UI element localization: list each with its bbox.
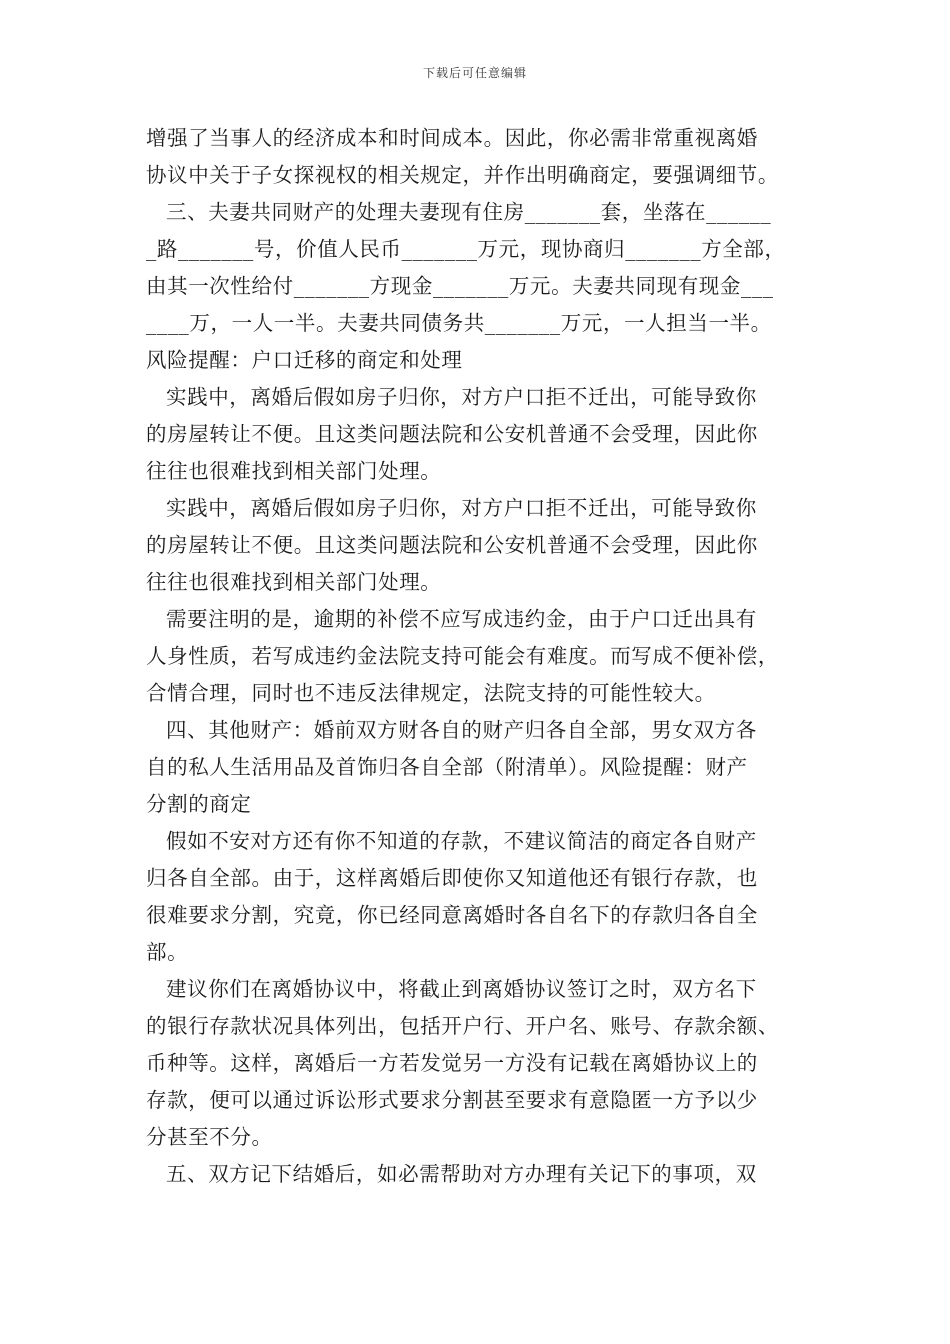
text-line: 协议中关于子女探视权的相关规定，并作出明确商定，要强调细节。	[146, 163, 779, 187]
text-line: 往往也很难找到相关部门处理。	[146, 570, 442, 594]
text-line: 假如不安对方还有你不知道的存款，不建议简洁的商定各自财产	[166, 829, 757, 853]
text-line: 很难要求分割，究竟，你已经同意离婚时各自名下的存款归各自全	[146, 903, 758, 927]
text-line: 增强了当事人的经济成本和时间成本。因此，你必需非常重视离婚	[146, 126, 758, 150]
text-line: 自的私人生活用品及首饰归各自全部（附清单）。风险提醒：财产	[146, 755, 748, 779]
text-line: 合情合理，同时也不违反法律规定，法院支持的可能性较大。	[146, 681, 716, 705]
text-line: 部。	[146, 940, 189, 964]
text-line: 人身性质，若写成违约金法院支持可能会有难度。而写成不便补偿，	[146, 644, 779, 668]
text-line: 分割的商定	[146, 792, 252, 816]
text-line: 的房屋转让不便。且这类问题法院和公安机普通不会受理，因此你	[146, 533, 758, 557]
text-line: 四、其他财产：婚前双方财各自的财产归各自全部，男女双方各	[166, 718, 757, 742]
text-line: 的银行存款状况具体列出，包括开户行、开户名、账号、存款余额、	[146, 1014, 779, 1038]
text-line: 币种等。这样，离婚后一方若发觉另一方没有记载在离婚协议上的	[146, 1051, 758, 1075]
text-line: 建议你们在离婚协议中，将截止到离婚协议签订之时，双方名下	[166, 977, 757, 1001]
text-line: 归各自全部。由于，这样离婚后即使你又知道他还有银行存款，也	[146, 866, 758, 890]
text-line: 风险提醒：户口迁移的商定和处理	[146, 348, 463, 372]
text-line: 三、夫妻共同财产的处理夫妻现有住房_______套，坐落在______	[166, 200, 772, 224]
text-line: 五、双方记下结婚后，如必需帮助对方办理有关记下的事项，双	[166, 1162, 757, 1186]
text-line: 需要注明的是，逾期的补偿不应写成违约金，由于户口迁出具有	[166, 607, 757, 631]
text-line: 往往也很难找到相关部门处理。	[146, 459, 442, 483]
text-line: 由其一次性给付_______方现金_______万元。夫妻共同现有现金___	[146, 274, 774, 298]
text-line: 的房屋转让不便。且这类问题法院和公安机普通不会受理，因此你	[146, 422, 758, 446]
text-line: 分甚至不分。	[146, 1125, 273, 1149]
text-line: _路_______号，价值人民币_______万元，现协商归_______方全部，	[146, 237, 786, 261]
header-note: 下载后可任意编辑	[422, 66, 527, 80]
text-line: 实践中，离婚后假如房子归你，对方户口拒不迁出，可能导致你	[166, 496, 757, 520]
text-line: ____万，一人一半。夫妻共同债务共_______万元，一人担当一半。	[146, 311, 772, 335]
text-line: 实践中，离婚后假如房子归你，对方户口拒不迁出，可能导致你	[166, 385, 757, 409]
text-line: 存款，便可以通过诉讼形式要求分割甚至要求有意隐匿一方予以少	[146, 1088, 758, 1112]
document-body	[146, 120, 826, 1193]
